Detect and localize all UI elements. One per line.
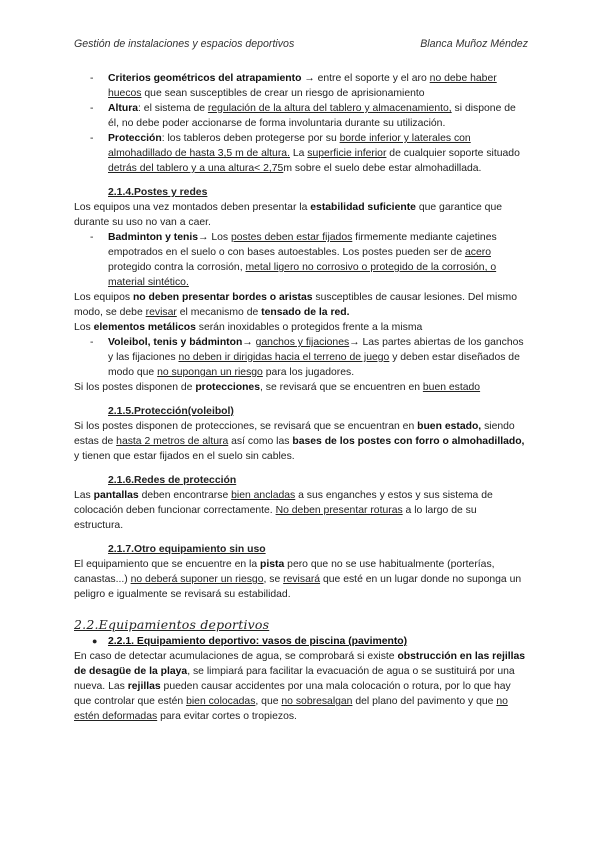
section-heading-proteccion-voleibol: 2.1.5.Protección(voleibol)	[108, 406, 234, 417]
list-item-badminton-tenis: - Badminton y tenis→ Los postes deben estar fijados firmemente mediante cajetines empotrados en el suelo o con bases autoestables. Los postes pueden ser de acero protegido contra la corrosión, metal ligero no corrosivo o protegido de la corrosión, o material sintético.	[90, 232, 497, 288]
list-item-atrapamiento: - Criterios geométricos del atrapamiento → entre el soporte y el aro no debe haber huecos que sean susceptibles de crear un riesgo de aprisionamiento	[90, 73, 497, 99]
section-heading-postes-redes: 2.1.4.Postes y redes	[108, 187, 208, 198]
header-course-title: Gestión de instalaciones y espacios deportivos	[74, 38, 295, 50]
list-item-altura: - Altura: el sistema de regulación de la altura del tablero y almacenamiento, si dispone de él, no debe poder accionarse de forma involuntaria durante su utilización.	[90, 103, 516, 129]
section-heading-otro-equipamiento: 2.1.7.Otro equipamiento sin uso	[108, 544, 266, 555]
header-author: Blanca Muñoz Méndez	[420, 38, 528, 50]
paragraph-rejillas: En caso de detectar acumulaciones de agua, se comprobará si existe obstrucción en las rejillas de desagüe de la playa, se limpiará para facilitar la evacuación de agua o se sustituirá por una nueva. Las rejillas pueden causar accidentes por una mala colocación o rotura, por lo que hay que controlar que estén bien colocadas, que no sobresalgan del plano del pavimento y que no estén deformadas para evitar cortes o tropiezos.	[74, 651, 526, 722]
paragraph-bordes-aristas: Los equipos no deben presentar bordes o aristas susceptibles de causar lesiones. Del mismo modo, se debe revisar el mecanismo de tensado de la red.	[74, 292, 517, 318]
paragraph-pantallas: Las pantallas deben encontrarse bien ancladas a sus enganches y estos y sus sistema de colocación deben funcionar correctamente. No deben presentar roturas a lo largo de su estructura.	[74, 490, 493, 531]
paragraph-otro-equipamiento: El equipamiento que se encuentre en la pista pero que no se use habitualmente (porterías, canastas...) no deberá suponer un riesgo, se revisará que esté en un lugar donde no suponga un peligro e igualmente se revisará su estabilidad.	[74, 559, 522, 600]
document-body	[74, 71, 528, 724]
paragraph-protecciones-postes: Si los postes disponen de protecciones, se revisará que se encuentren en buen estado	[74, 382, 481, 393]
section-heading-equipamientos-deportivos: 2.2.Equipamientos deportivos	[74, 617, 270, 632]
list-item-proteccion: - Protección: los tableros deben protegerse por su borde inferior y laterales con almohadillado de hasta 3,5 m de altura. La superficie inferior de cualquier soporte situado detrás del tablero y a una altura< 2,75m sobre el suelo debe estar almohadillada.	[90, 133, 520, 174]
bullet-icon: ●	[92, 636, 98, 646]
subsection-vasos-piscina: ● 2.2.1. Equipamiento deportivo: vasos de piscina (pavimento)	[92, 636, 408, 647]
paragraph-estabilidad: Los equipos una vez montados deben presentar la estabilidad suficiente que garantice que durante su uso no van a caer.	[74, 202, 503, 228]
list-item-voleibol: - Voleibol, tenis y bádminton→ ganchos y fijaciones→ Las partes abiertas de los ganchos y las fijaciones no deben ir dirigidas hacia el terreno de juego y deben estar diseñados de modo que no supongan un riesgo para los jugadores.	[90, 337, 524, 378]
paragraph-elementos-metalicos: Los elementos metálicos serán inoxidables o protegidos frente a la misma	[74, 322, 423, 333]
paragraph-proteccion-voleibol: Si los postes disponen de protecciones, se revisará que se encuentran en buen estado, siendo estas de hasta 2 metros de altura así como las bases de los postes con forro o almohadillado, y tienen que estar fijados en el suelo sin cables.	[74, 421, 525, 462]
section-heading-redes-proteccion: 2.1.6.Redes de protección	[108, 475, 237, 486]
